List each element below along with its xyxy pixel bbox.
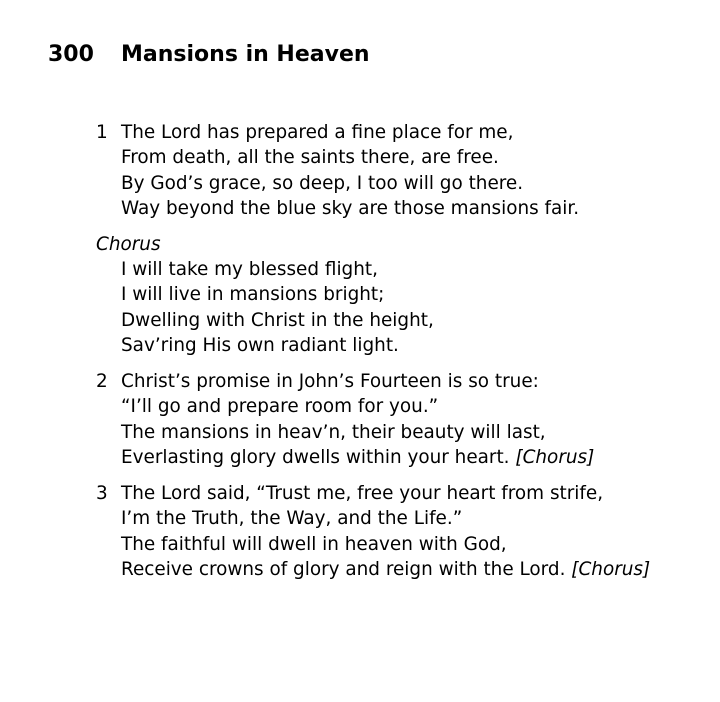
lyric-text: Everlasting glory dwells within your heart. <box>121 446 510 468</box>
stanza-number: 3 <box>96 482 108 504</box>
hymn-title: Mansions in Heaven <box>121 42 370 67</box>
lyric-line: The Lord has prepared a fine place for me, <box>121 122 514 143</box>
stanza-lines <box>121 369 594 470</box>
chorus-line: I will live in mansions bright; <box>121 284 385 306</box>
chorus-line: I will take my blessed flight, <box>121 259 378 281</box>
chorus-ref: [Chorus] <box>515 446 595 468</box>
lyric-line: The mansions in heav’n, their beauty will last, <box>121 421 546 443</box>
lyric-line: From death, all the saints there, are free. <box>121 147 499 169</box>
chorus-line: Dwelling with Christ in the height, <box>121 309 434 331</box>
stanza-1 <box>96 120 706 221</box>
lyric-line <box>121 445 594 470</box>
lyric-line: I’m the Truth, the Way, and the Life.” <box>121 508 463 530</box>
lyric-text: Receive crowns of glory and reign with the Lord. <box>121 558 566 580</box>
stanza-3 <box>96 481 706 582</box>
stanza-2 <box>96 369 706 470</box>
stanza-lines <box>121 120 579 221</box>
hymn-number: 300 <box>48 42 94 67</box>
chorus-lines <box>96 257 706 358</box>
stanza-number: 1 <box>96 122 108 143</box>
lyrics <box>96 120 706 593</box>
lyric-line: Way beyond the blue sky are those mansions fair. <box>121 197 580 219</box>
lyric-line: The Lord said, “Trust me, free your heart from strife, <box>121 482 604 504</box>
lyric-line <box>121 557 650 582</box>
lyric-line: The faithful will dwell in heaven with God, <box>121 533 507 555</box>
lyric-line: Christ’s promise in John’s Fourteen is so true: <box>121 371 539 393</box>
stanza-number: 2 <box>96 371 108 393</box>
lyric-line: “I’ll go and prepare room for you.” <box>121 396 439 418</box>
chorus-ref: [Chorus] <box>571 558 651 580</box>
chorus-label: Chorus <box>96 233 161 255</box>
lyric-line: By God’s grace, so deep, I too will go there. <box>121 172 524 194</box>
chorus <box>96 232 706 358</box>
hymn-header <box>48 40 370 70</box>
stanza-lines <box>121 481 650 582</box>
chorus-line: Sav’ring His own radiant light. <box>121 335 399 357</box>
